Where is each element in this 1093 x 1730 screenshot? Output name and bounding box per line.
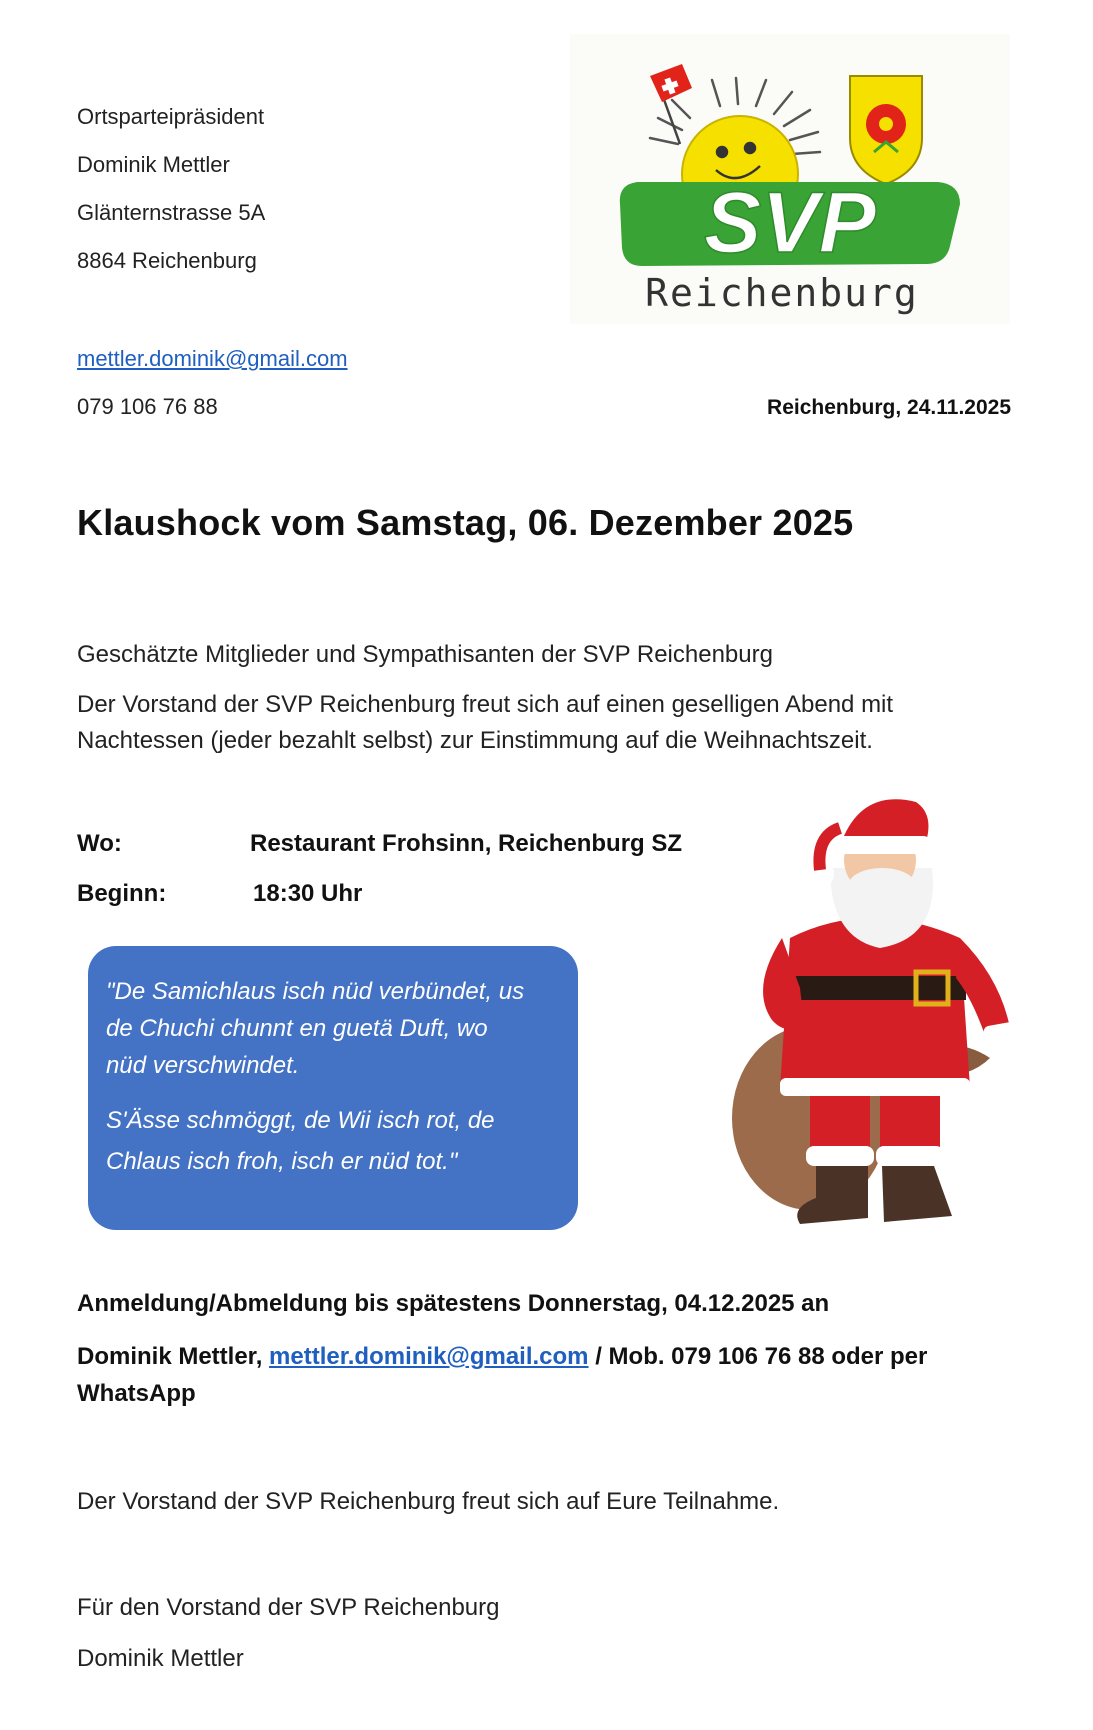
sender-street: Glänternstrasse 5A xyxy=(77,200,266,225)
registration-email-link[interactable]: mettler.dominik@gmail.com xyxy=(269,1343,589,1370)
sender-city: 8864 Reichenburg xyxy=(77,248,257,273)
intro-line-2: Nachtessen (jeder bezahlt selbst) zur Einstimmung auf die Weihnachtszeit. xyxy=(77,727,873,754)
quote-line-5: Chlaus isch froh, isch er nüd tot." xyxy=(106,1148,458,1175)
place-date: Reichenburg, 24.11.2025 xyxy=(767,396,1011,419)
start-label: Beginn: xyxy=(77,880,167,907)
registration-phone-suffix: / Mob. 079 106 76 88 oder per xyxy=(588,1343,928,1370)
registration-whatsapp: WhatsApp xyxy=(77,1380,196,1407)
registration-name: Dominik Mettler, xyxy=(77,1343,270,1370)
intro-line-1: Der Vorstand der SVP Reichenburg freut sich auf einen geselligen Abend mit xyxy=(77,691,894,718)
sender-role: Ortsparteipräsident xyxy=(77,104,265,129)
quote-line-3: nüd verschwindet. xyxy=(106,1052,300,1079)
quote-line-4: S'Ässe schmöggt, de Wii isch rot, de xyxy=(106,1107,495,1134)
start-value: 18:30 Uhr xyxy=(253,880,363,907)
page-title: Klaushock vom Samstag, 06. Dezember 2025 xyxy=(77,502,854,543)
svp-reichenburg-logo xyxy=(570,34,1010,324)
registration-contact-line xyxy=(77,1343,927,1371)
sender-name: Dominik Mettler xyxy=(77,152,230,177)
sender-email-link[interactable]: mettler.dominik@gmail.com xyxy=(77,346,348,371)
salutation: Geschätzte Mitglieder und Sympathisanten der SVP Reichenburg xyxy=(77,641,773,668)
santa-claus-illustration xyxy=(720,788,1030,1240)
where-value: Restaurant Frohsinn, Reichenburg SZ xyxy=(250,830,683,857)
closing-sentence: Der Vorstand der SVP Reichenburg freut sich auf Eure Teilnahme. xyxy=(77,1488,780,1515)
coat-of-arms-icon xyxy=(850,76,922,184)
logo-abbr: SVP xyxy=(703,175,877,271)
quote-line-2: de Chuchi chunnt en guetä Duft, wo xyxy=(106,1015,488,1042)
where-label: Wo: xyxy=(77,830,122,857)
signature-name: Dominik Mettler xyxy=(77,1645,244,1672)
sender-phone: 079 106 76 88 xyxy=(77,394,218,419)
registration-deadline: Anmeldung/Abmeldung bis spätestens Donnerstag, 04.12.2025 an xyxy=(77,1290,830,1317)
quote-line-1: "De Samichlaus isch nüd verbündet, us xyxy=(106,978,525,1005)
signature-line: Für den Vorstand der SVP Reichenburg xyxy=(77,1594,500,1621)
logo-town: Reichenburg xyxy=(645,271,919,315)
